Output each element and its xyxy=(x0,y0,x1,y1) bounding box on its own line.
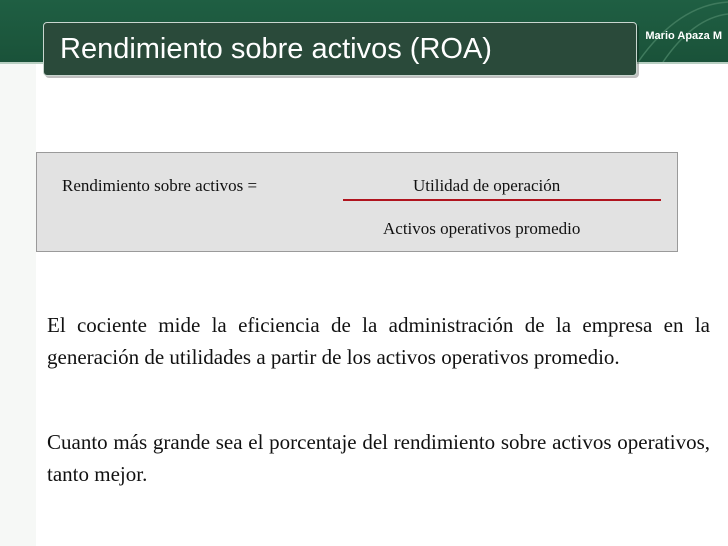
body-paragraph-1: El cociente mide la eficiencia de la administración de la empresa en la generación de utilidades a partir de los activos operativos promedio. xyxy=(47,313,710,369)
formula-numerator: Utilidad de operación xyxy=(413,176,561,195)
body-paragraph-2: Cuanto más grande sea el porcentaje del rendimiento sobre activos operativos, tanto mejor. xyxy=(47,430,710,486)
formula-label: Rendimiento sobre activos = xyxy=(62,176,258,195)
author-name: Mario Apaza M xyxy=(645,30,722,42)
formula-denominator: Activos operativos promedio xyxy=(383,219,581,238)
formula-box xyxy=(36,152,678,252)
fraction-bar xyxy=(343,199,661,201)
slide-title: Rendimiento sobre activos (ROA) xyxy=(60,33,492,65)
left-margin-strip xyxy=(0,64,36,546)
